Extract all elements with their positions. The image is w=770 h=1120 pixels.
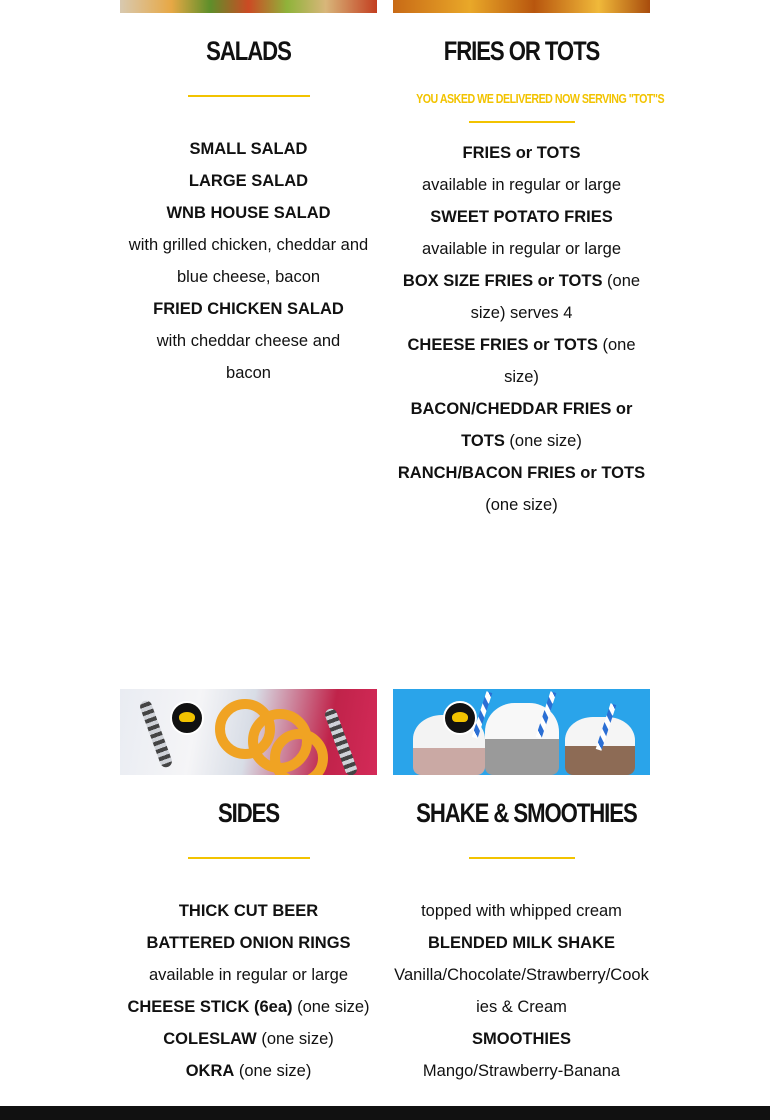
footer-bar bbox=[0, 1106, 770, 1120]
menu-item-detail: with grilled chicken, cheddar and blue cheese, bacon bbox=[128, 236, 369, 286]
sides-divider bbox=[188, 857, 310, 859]
fries-section bbox=[393, 36, 665, 521]
menu-item-detail: available in regular or large bbox=[421, 240, 622, 258]
fries-divider bbox=[469, 121, 575, 123]
menu-item-detail: Mango/Strawberry-Banana bbox=[422, 1062, 621, 1080]
menu-item-detail: topped with whipped cream bbox=[421, 902, 622, 920]
logo-badge-icon bbox=[170, 701, 204, 735]
menu-item: BLENDED MILK SHAKE bbox=[427, 934, 615, 952]
shakes-photo bbox=[393, 689, 650, 775]
menu-item: FRIES or TOTS bbox=[462, 144, 581, 162]
shakes-divider bbox=[469, 857, 575, 859]
menu-item-detail: available in regular or large bbox=[148, 966, 349, 984]
shakes-menu bbox=[393, 895, 650, 1087]
sides-section bbox=[120, 798, 377, 1087]
menu-item: BACON/CHEDDAR FRIES or TOTS (one size) bbox=[410, 400, 633, 450]
menu-item: SWEET POTATO FRIES bbox=[430, 208, 613, 226]
salads-menu bbox=[120, 133, 377, 389]
fries-heading: FRIES OR TOTS bbox=[443, 36, 600, 66]
menu-item: CHEESE FRIES or TOTS (one size) bbox=[407, 336, 636, 386]
shakes-heading: SHAKE & SMOOTHIES bbox=[416, 798, 637, 828]
menu-item: CHEESE STICK (6ea) (one size) bbox=[127, 998, 370, 1016]
menu-item: BOX SIZE FRIES or TOTS (one size) serves 4 bbox=[402, 272, 641, 322]
salad-photo bbox=[120, 0, 377, 13]
menu-item: THICK CUT BEER BATTERED ONION RINGS bbox=[146, 902, 351, 952]
menu-item: RANCH/BACON FRIES or TOTS (one size) bbox=[397, 464, 646, 514]
menu-item-detail: Vanilla/Chocolate/Strawberry/Cookies & Cream bbox=[394, 966, 649, 1016]
logo-badge-icon bbox=[443, 701, 477, 735]
onion-ring bbox=[270, 729, 328, 775]
menu-item: OKRA (one size) bbox=[185, 1062, 312, 1080]
menu-item: LARGE SALAD bbox=[188, 172, 309, 190]
menu-item-detail: with cheddar cheese and bacon bbox=[156, 332, 341, 382]
menu-item: FRIED CHICKEN SALAD bbox=[153, 300, 344, 318]
fries-photo bbox=[393, 0, 650, 13]
menu-item-detail: available in regular or large bbox=[421, 176, 622, 194]
sides-heading: SIDES bbox=[217, 798, 280, 828]
fries-note: YOU ASKED WE DELIVERED NOW SERVING "TOT"S bbox=[416, 91, 665, 106]
sides-menu bbox=[120, 895, 377, 1087]
basket-coil bbox=[138, 699, 173, 769]
onion-rings-photo bbox=[120, 689, 377, 775]
basket-coil bbox=[323, 707, 358, 775]
salads-divider bbox=[188, 95, 310, 97]
salads-heading: SALADS bbox=[206, 36, 291, 66]
shakes-section bbox=[393, 798, 650, 1087]
menu-item: SMOOTHIES bbox=[471, 1030, 571, 1048]
fries-menu bbox=[393, 137, 650, 521]
salads-section bbox=[120, 36, 377, 389]
menu-item: COLESLAW (one size) bbox=[163, 1030, 334, 1048]
menu-item: SMALL SALAD bbox=[189, 140, 308, 158]
menu-item: WNB HOUSE SALAD bbox=[166, 204, 331, 222]
